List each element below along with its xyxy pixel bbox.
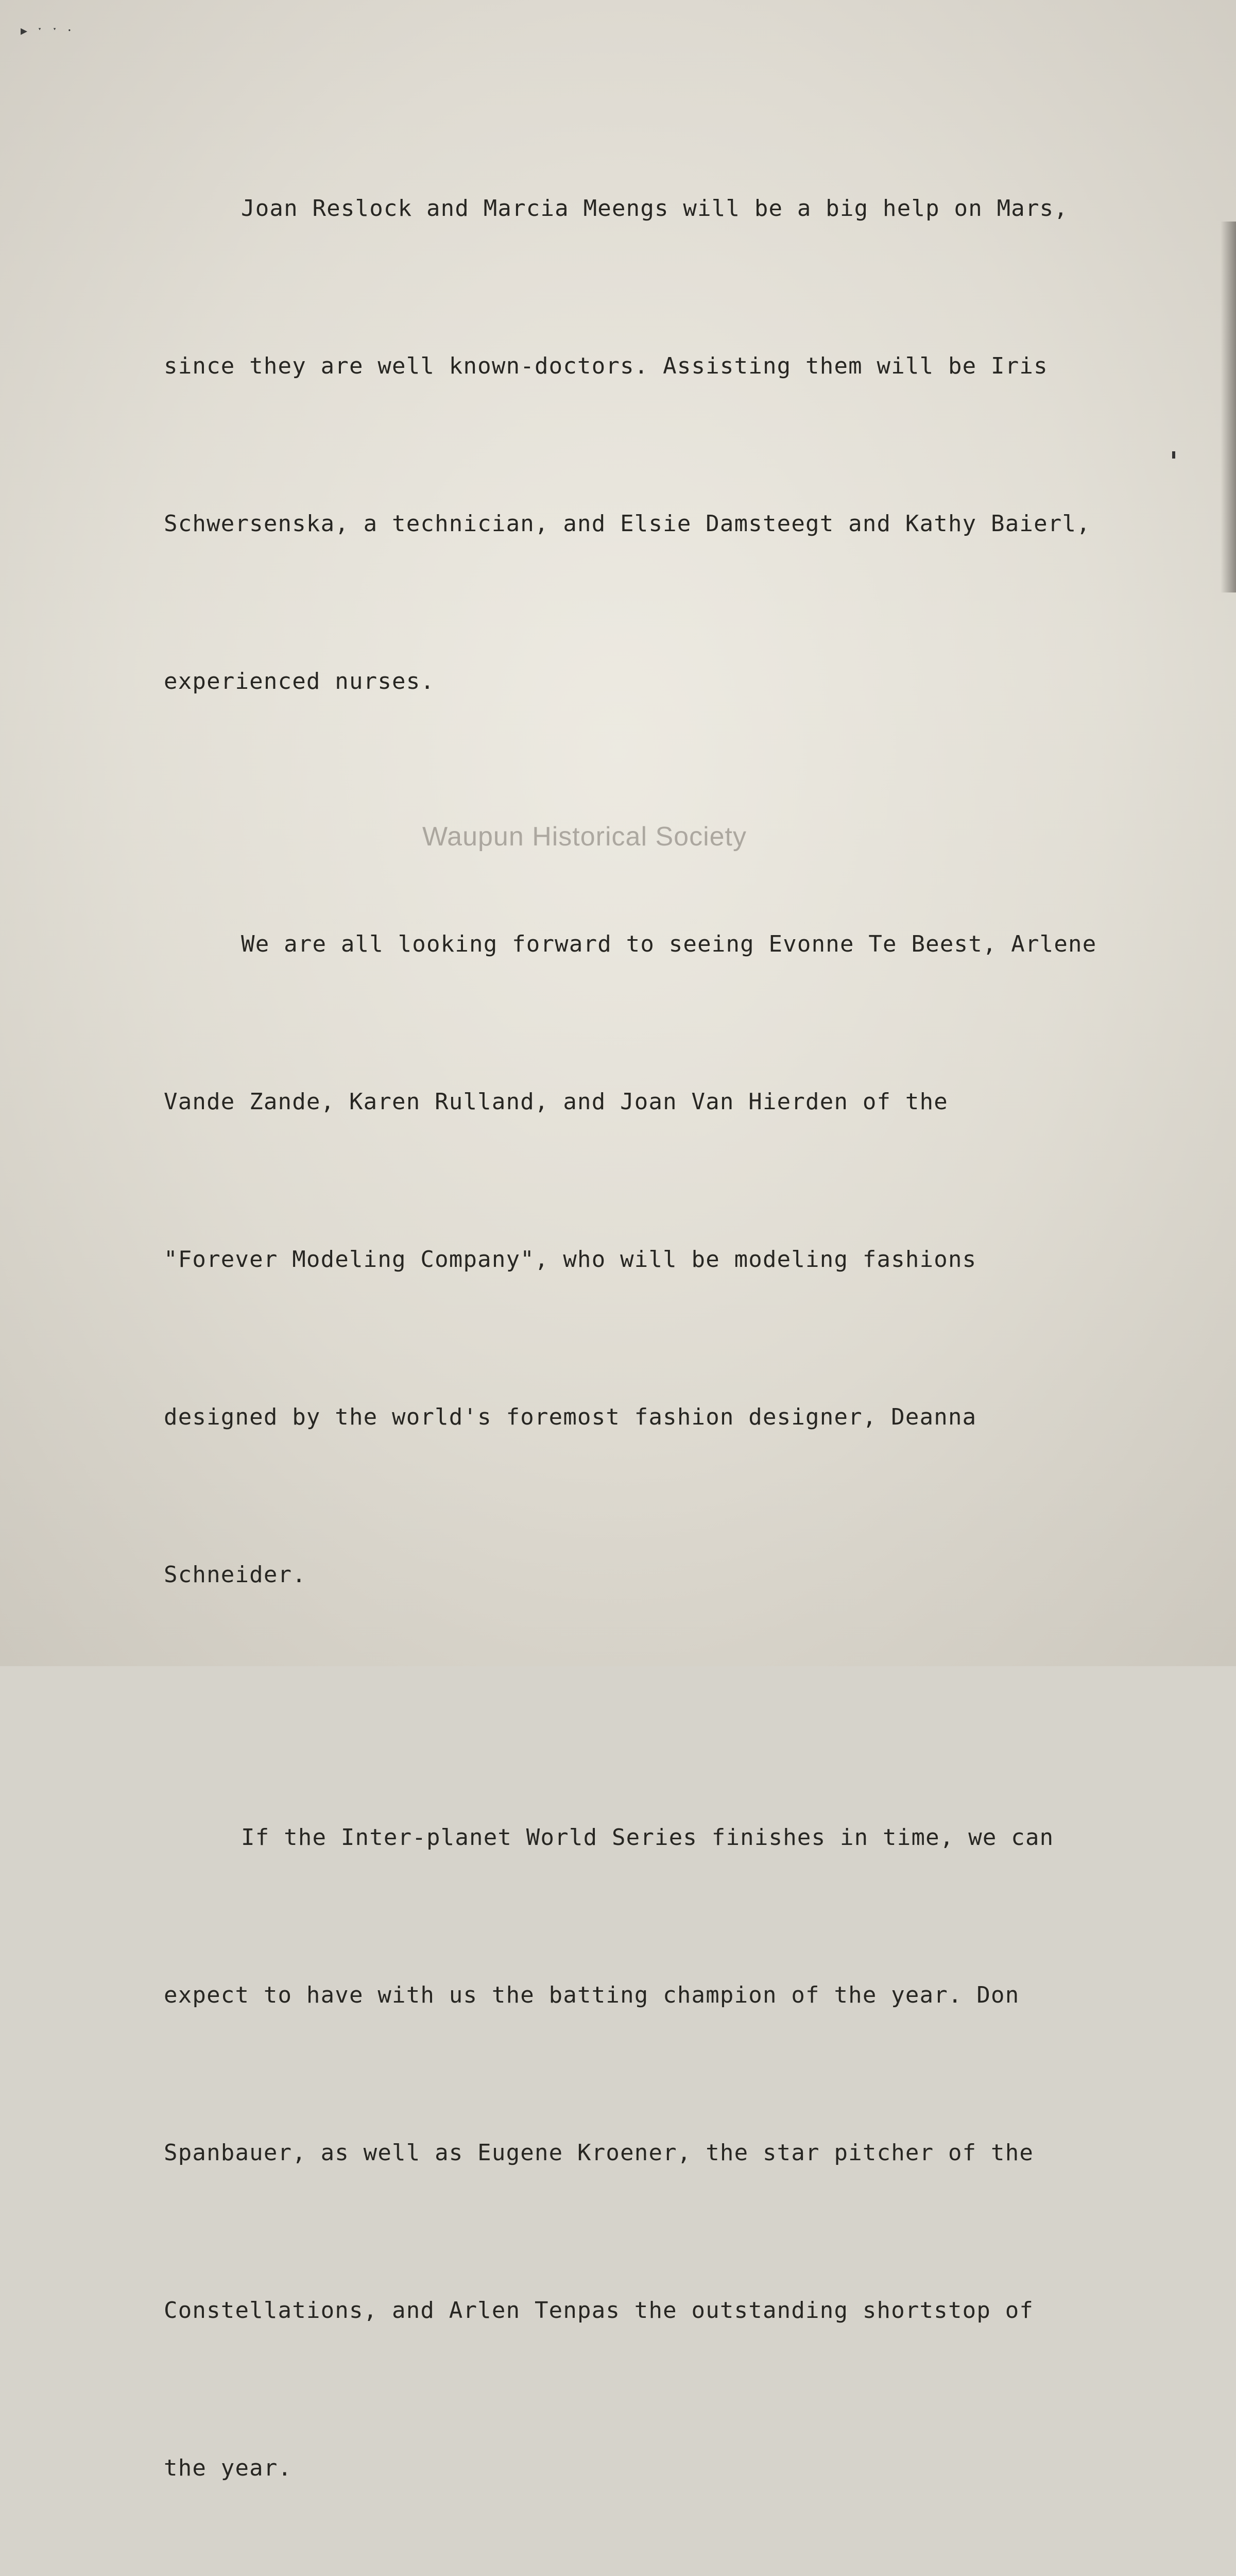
text-line: experienced nurses. [164,668,435,694]
text-line: expect to have with us the batting champion of the year. Don [164,1982,1020,2008]
text-line: designed by the world's foremost fashion designer, Deanna [164,1404,977,1430]
paragraph-1 [164,77,1163,813]
corner-marks: ▸ ˑ ˑ ⸱ [21,23,75,39]
paragraph-3 [164,1706,1163,2576]
text-line: Schwersenska, a technician, and Elsie Damsteegt and Kathy Baierl, [164,511,1091,537]
page-edge-shadow [1221,222,1236,592]
text-line: We are all looking forward to seeing Evonne Te Beest, Arlene [241,931,1097,957]
page-edge-mark [1172,451,1175,459]
typed-text-body [164,77,1163,2576]
text-line: the year. [164,2455,293,2481]
watermark: Waupun Historical Society [422,822,747,852]
text-line: since they are well known-doctors. Assisting them will be Iris [164,353,1048,379]
text-line: Constellations, and Arlen Tenpas the outstanding shortstop of [164,2297,1034,2324]
text-line: Spanbauer, as well as Eugene Kroener, the star pitcher of the [164,2140,1034,2166]
paragraph-2 [164,813,1163,1706]
text-line: Joan Reslock and Marcia Meengs will be a big help on Mars, [241,195,1069,222]
text-line: Vande Zande, Karen Rulland, and Joan Van Hierden of the [164,1089,948,1115]
text-line: Schneider. [164,1562,306,1588]
text-line: If the Inter-planet World Series finishes in time, we can [241,1824,1054,1851]
text-line: "Forever Modeling Company", who will be modeling fashions [164,1246,977,1273]
